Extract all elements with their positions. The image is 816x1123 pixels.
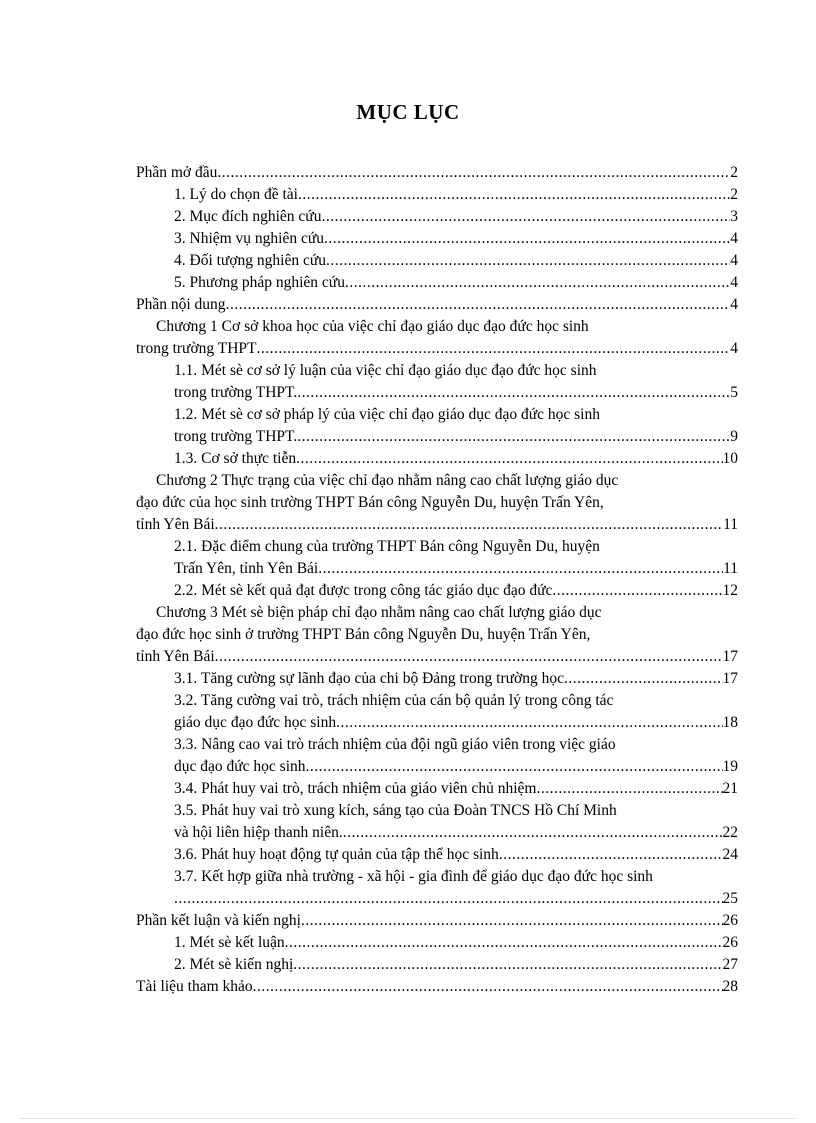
toc-entry-line: Chương 1 Cơ sở khoa học của việc chỉ đạo giáo dục đạo đức học sinh (156, 318, 589, 335)
toc-page-number: 11 (723, 516, 738, 533)
leader-dots (226, 294, 731, 316)
toc-page-number: 21 (722, 780, 738, 797)
toc-entry-text: 3. Nhiệm vụ nghiên cứu (174, 230, 325, 247)
page-title: MỤC LỤC (356, 100, 460, 124)
toc-entry-text: 3.1. Tăng cường sự lãnh đạo của chi bộ Đảng trong trường học (174, 670, 564, 687)
leader-dots (318, 558, 723, 580)
leader-dots (174, 888, 723, 910)
toc-entry[interactable] (136, 668, 738, 690)
toc-page-number: 22 (722, 824, 738, 841)
toc-entry[interactable] (136, 536, 738, 580)
leader-dots (297, 426, 730, 448)
toc-entry[interactable] (136, 184, 738, 206)
toc-entry-text: giáo dục đạo đức học sinh (174, 714, 337, 731)
toc-entry-line: 1.2. Mét sè cơ sở pháp lý của việc chỉ đạo giáo dục đạo đức học sinh (174, 406, 600, 423)
toc-entry[interactable] (136, 162, 738, 184)
leader-dots (253, 976, 723, 998)
table-of-contents (136, 162, 738, 998)
toc-entry-line: đạo đức học sinh ở trường THPT Bán công Nguyễn Du, huyện Trấn Yên, (136, 626, 591, 643)
toc-entry[interactable] (136, 448, 738, 470)
toc-page-number: 9 (730, 428, 738, 445)
toc-entry[interactable] (136, 932, 738, 954)
toc-entry[interactable] (136, 250, 738, 272)
leader-dots (257, 338, 731, 360)
leader-dots (324, 228, 730, 250)
toc-entry-text: dục đạo đức học sinh (174, 758, 306, 775)
toc-page-number: 26 (722, 912, 738, 929)
toc-entry[interactable] (136, 778, 738, 800)
toc-entry-line: đạo đức của học sinh trường THPT Bán công Nguyễn Du, huyện Trấn Yên, (136, 494, 604, 511)
leader-dots (297, 382, 730, 404)
toc-entry[interactable] (136, 360, 738, 404)
toc-entry-text: 5. Phương pháp nghiên cứu (174, 274, 345, 291)
toc-entry-text: 3.4. Phát huy vai trò, trách nhiệm của giáo viên chủ nhiệm (174, 780, 537, 797)
leader-dots (296, 448, 722, 470)
leader-dots (326, 250, 730, 272)
toc-page-number: 4 (730, 230, 738, 247)
toc-entry-line: 1.1. Mét sè cơ sở lý luận của việc chỉ đạo giáo dục đạo đức học sinh (174, 362, 597, 379)
toc-entry[interactable] (136, 602, 738, 668)
toc-page-number: 19 (722, 758, 738, 775)
toc-page-number: 24 (722, 846, 738, 863)
toc-page-number: 28 (722, 978, 738, 995)
toc-page-number: 26 (722, 934, 738, 951)
leader-dots (345, 272, 730, 294)
leader-dots (564, 668, 723, 690)
toc-entry[interactable] (136, 316, 738, 360)
toc-entry[interactable] (136, 734, 738, 778)
leader-dots (499, 844, 723, 866)
toc-page-number: 5 (730, 384, 738, 401)
leader-dots (306, 756, 723, 778)
toc-entry-line: 3.2. Tăng cường vai trò, trách nhiệm của cán bộ quản lý trong công tác (174, 692, 614, 709)
leader-dots (301, 910, 723, 932)
toc-entry[interactable] (136, 800, 738, 844)
toc-entry-text: 4. Đối tượng nghiên cứu (174, 252, 326, 269)
toc-entry-text: tỉnh Yên Bái (136, 516, 215, 533)
toc-entry-text: trong trường THPT. (174, 384, 298, 401)
toc-page-number: 2 (730, 186, 738, 203)
toc-entry[interactable] (136, 404, 738, 448)
leader-dots (321, 206, 730, 228)
toc-entry[interactable] (136, 580, 738, 602)
toc-entry-text: tỉnh Yên Bái (136, 648, 215, 665)
toc-entry-line: Chương 3 Mét sè biện pháp chỉ đạo nhằm nâng cao chất lượng giáo dục (156, 604, 602, 621)
toc-entry[interactable] (136, 206, 738, 228)
toc-page-number: 3 (730, 208, 738, 225)
toc-entry-text: Phần kết luận và kiến nghị (136, 912, 301, 929)
toc-entry-text: 3.6. Phát huy hoạt động tự quản của tập thể học sinh (174, 846, 499, 863)
toc-entry[interactable] (136, 976, 738, 998)
toc-entry-text: và hội liên hiệp thanh niên. (174, 824, 343, 841)
toc-entry-text: Trấn Yên, tỉnh Yên Bái (174, 560, 319, 577)
toc-entry-text: trong trường THPT. (174, 428, 298, 445)
toc-entry-text: Phần nội dung (136, 296, 226, 313)
toc-page-number: 12 (722, 582, 738, 599)
toc-entry[interactable] (136, 844, 738, 866)
toc-page-number: 4 (730, 252, 738, 269)
leader-dots (293, 954, 722, 976)
toc-page-number: 25 (722, 890, 738, 907)
leader-dots (298, 184, 730, 206)
toc-entry[interactable] (136, 470, 738, 536)
toc-entry-text: Tài liệu tham khảo (136, 978, 253, 995)
leader-dots (215, 514, 723, 536)
leader-dots (217, 162, 730, 184)
toc-page-number: 10 (722, 450, 738, 467)
toc-page-number: 17 (722, 670, 738, 687)
toc-page-number: 17 (722, 648, 738, 665)
toc-entry[interactable] (136, 294, 738, 316)
leader-dots (552, 580, 722, 602)
toc-page-number: 27 (722, 956, 738, 973)
toc-entry-text: 1. Mét sè kết luận (174, 934, 285, 951)
leader-dots (336, 712, 722, 734)
toc-entry[interactable] (136, 866, 738, 910)
leader-dots (285, 932, 723, 954)
toc-entry-text: 1.3. Cơ sở thực tiễn (174, 450, 297, 467)
toc-entry[interactable] (136, 272, 738, 294)
toc-entry-text: trong trường THPT (136, 340, 257, 357)
leader-dots (215, 646, 723, 668)
toc-entry-line: 3.3. Nâng cao vai trò trách nhiệm của đội ngũ giáo viên trong việc giáo (174, 736, 616, 753)
toc-entry-line: 3.5. Phát huy vai trò xung kích, sáng tạo của Đoàn TNCS Hồ Chí Minh (174, 802, 617, 819)
toc-entry-line: 2.1. Đặc điểm chung của trường THPT Bán công Nguyễn Du, huyện (174, 538, 600, 555)
toc-entry[interactable] (136, 228, 738, 250)
toc-entry-text: 2. Mục đích nghiên cứu (174, 208, 322, 225)
toc-entry[interactable] (136, 910, 738, 932)
leader-dots (343, 822, 723, 844)
toc-entry-text: Phần mở đầu (136, 164, 218, 181)
toc-page-number: 2 (730, 164, 738, 181)
toc-entry[interactable] (136, 954, 738, 976)
toc-page-number: 4 (730, 340, 738, 357)
toc-page-number: 18 (722, 714, 738, 731)
toc-entry-text: 2.2. Mét sè kết quả đạt được trong công tác giáo dục đạo đức (174, 582, 553, 599)
toc-entry[interactable] (136, 690, 738, 734)
toc-page-number: 4 (730, 274, 738, 291)
toc-entry-line: Chương 2 Thực trạng của việc chỉ đạo nhằm nâng cao chất lượng giáo dục (156, 472, 619, 489)
toc-entry-line: 3.7. Kết hợp giữa nhà trường - xã hội - gia đình để giáo dục đạo đức học sinh (174, 868, 653, 885)
toc-page-number: 4 (730, 296, 738, 313)
toc-entry-text: 2. Mét sè kiến nghị (174, 956, 294, 973)
page-bottom-border (20, 1118, 796, 1119)
toc-entry-text: 1. Lý do chọn đề tài (174, 186, 298, 203)
toc-page-number: 11 (723, 560, 738, 577)
leader-dots (536, 778, 722, 800)
